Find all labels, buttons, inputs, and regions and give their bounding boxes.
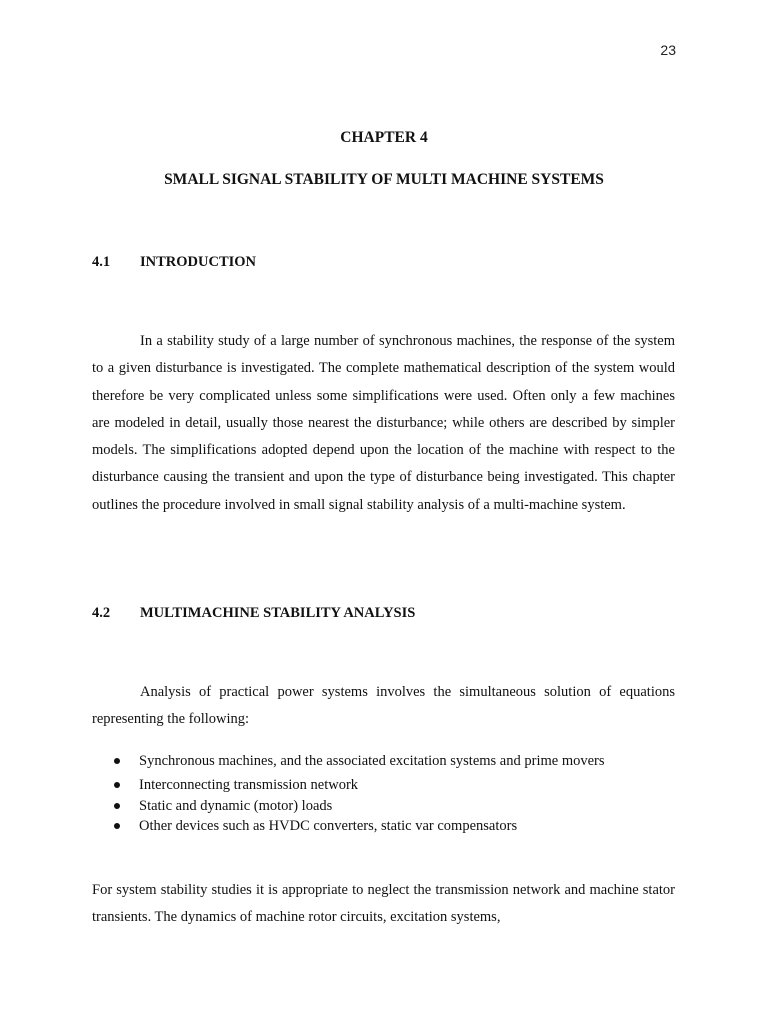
list-item	[92, 796, 675, 817]
bullet-icon	[114, 823, 120, 829]
list-item-text: Other devices such as HVDC converters, static var compensators	[139, 818, 518, 834]
list-item	[92, 775, 675, 796]
chapter-label: CHAPTER 4	[340, 129, 428, 146]
stability-studies-paragraph: For system stability studies it is appropriate to neglect the transmission network and machine stator transients. The dynamics of machine rotor circuits, excitation systems,	[92, 882, 675, 926]
chapter-title: SMALL SIGNAL STABILITY OF MULTI MACHINE SYSTEMS	[164, 171, 604, 188]
page-number: 23	[660, 42, 676, 58]
section-title: MULTIMACHINE STABILITY ANALYSIS	[140, 605, 416, 621]
section-title: INTRODUCTION	[140, 254, 257, 270]
list-item-text: Static and dynamic (motor) loads	[139, 797, 333, 814]
list-item-text: Interconnecting transmission network	[139, 777, 359, 793]
bullet-icon	[114, 782, 120, 788]
section-heading-introduction	[92, 254, 256, 271]
introduction-paragraph: In a stability study of a large number of synchronous machines, the response of the system to a given disturbance is investigated. The complete mathematical description of the system would therefore be very complicated unless some simplifications were used. Often only a few machines are modeled in detail, usually those nearest the disturbance; while others are described by simpler models. The simplifications adopted depend upon the location of the machine with respect to the disturbance causing the transient and upon the type of disturbance being investigated. This chapter outlines the procedure involved in small signal stability analysis of a multi-machine system.	[92, 333, 675, 513]
bullet-icon	[114, 758, 120, 764]
analysis-paragraph: Analysis of practical power systems involves the simultaneous solution of equations representing the following:	[92, 684, 675, 728]
section-number: 4.1	[92, 254, 111, 270]
list-item-text: Synchronous machines, and the associated excitation systems and prime movers	[139, 753, 605, 769]
section-heading-multimachine	[92, 605, 415, 622]
bullet-icon	[114, 803, 120, 809]
bullet-list	[92, 748, 675, 837]
list-item	[92, 748, 675, 775]
list-item	[92, 816, 675, 837]
section-number: 4.2	[92, 605, 111, 621]
